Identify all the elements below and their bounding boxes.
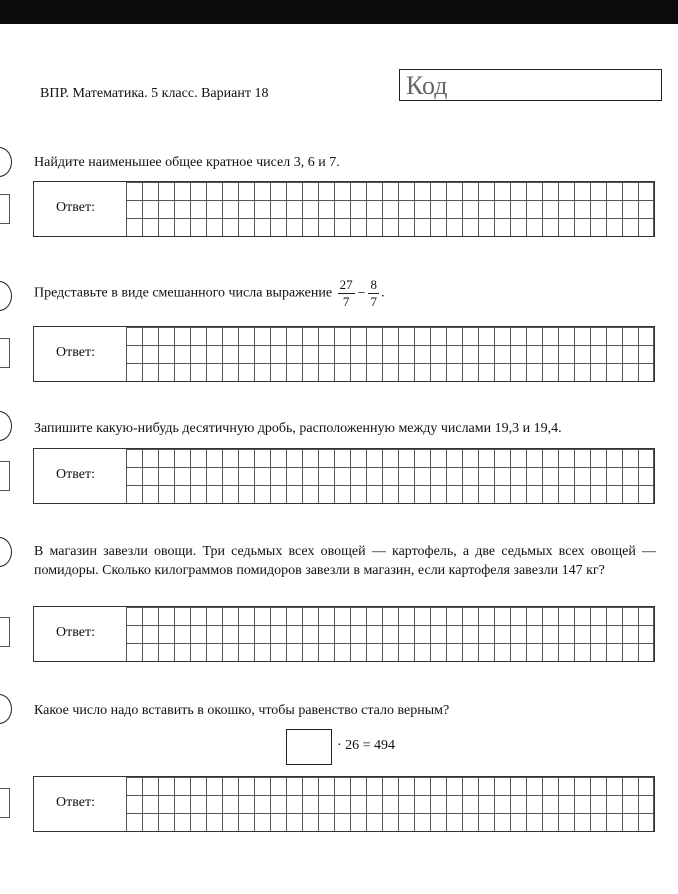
question-number-circle xyxy=(0,281,12,311)
score-box xyxy=(0,617,10,647)
question-3-text: Запишите какую-нибудь десятичную дробь, расположенную между числами 19,3 и 19,4. xyxy=(34,421,562,436)
equation: · 26 = 494 xyxy=(337,738,396,753)
top-bar xyxy=(0,0,678,24)
answer-label: Ответ: xyxy=(56,467,95,482)
answer-field-4[interactable] xyxy=(33,606,655,662)
answer-grid[interactable] xyxy=(126,182,654,236)
answer-field-3[interactable] xyxy=(33,448,655,504)
page-title: ВПР. Математика. 5 класс. Вариант 18 xyxy=(40,86,269,101)
question-number-circle xyxy=(0,694,12,724)
question-1-text: Найдите наименьшее общее кратное чисел 3, 6 и 7. xyxy=(34,155,340,170)
numerator: 8 xyxy=(370,277,377,292)
answer-label: Ответ: xyxy=(56,200,95,215)
numerator: 27 xyxy=(339,277,353,292)
answer-grid[interactable] xyxy=(126,607,654,661)
question-number-circle xyxy=(0,411,12,441)
question-2-prompt: Представьте в виде смешанного числа выражение xyxy=(34,285,333,301)
answer-field-2[interactable] xyxy=(33,326,655,382)
answer-grid[interactable] xyxy=(126,449,654,503)
fraction-8-7 xyxy=(368,277,379,310)
fraction-27-7 xyxy=(338,277,355,310)
minus-sign: − xyxy=(357,286,366,301)
score-box xyxy=(0,338,10,368)
question-number-circle xyxy=(0,147,12,177)
denominator: 7 xyxy=(370,294,377,309)
answer-label: Ответ: xyxy=(56,795,95,810)
answer-grid[interactable] xyxy=(126,327,654,381)
score-box xyxy=(0,461,10,491)
question-5-text: Какое число надо вставить в окошко, чтобы равенство стало верным? xyxy=(34,703,450,718)
code-label: Код xyxy=(406,71,448,100)
score-box xyxy=(0,788,10,818)
question-2-text xyxy=(34,277,384,310)
denominator: 7 xyxy=(342,294,350,309)
question-4-text: В магазин завезли овощи. Три седьмых всех овощей — картофель, а две седьмых всех овощей — помидоры. Сколько килограммов помидоров завезли в магазин, если картофеля завезли 147 кг? xyxy=(34,544,656,578)
score-box xyxy=(0,194,10,224)
answer-field-5[interactable] xyxy=(33,776,655,832)
answer-label: Ответ: xyxy=(56,625,95,640)
period: . xyxy=(380,285,385,301)
answer-field-1[interactable] xyxy=(33,181,655,237)
question-number-circle xyxy=(0,537,12,567)
answer-grid[interactable] xyxy=(126,777,654,831)
code-field[interactable] xyxy=(399,69,662,101)
blank-box xyxy=(286,729,332,765)
answer-label: Ответ: xyxy=(56,345,95,360)
